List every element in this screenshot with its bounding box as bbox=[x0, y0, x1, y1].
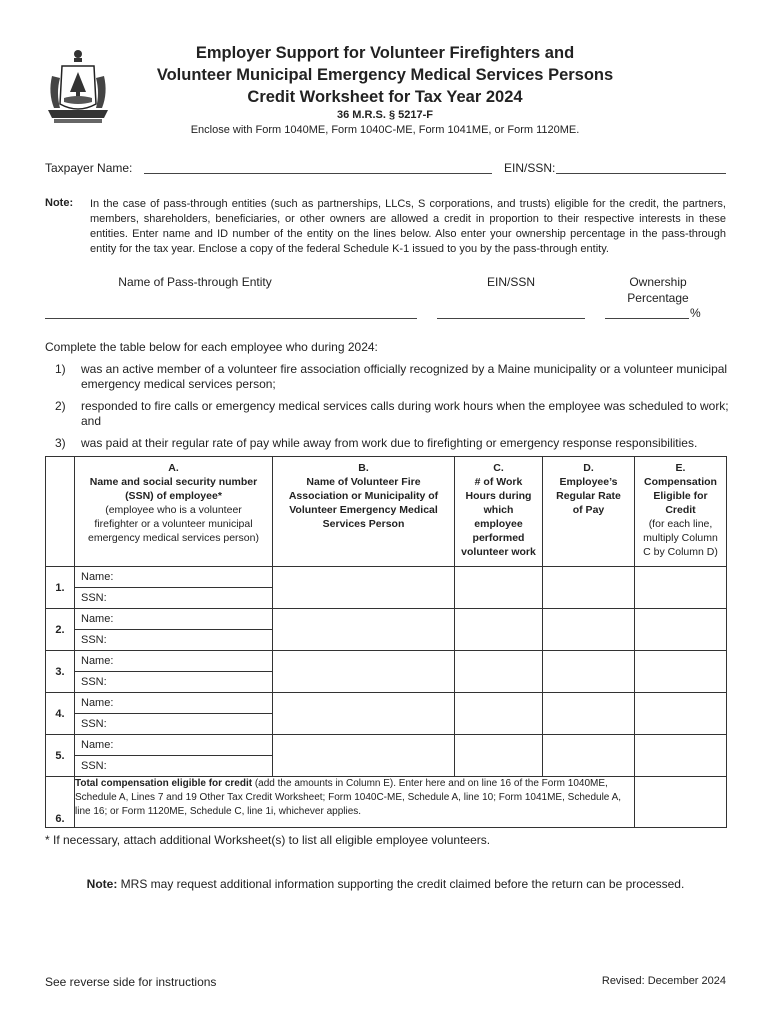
header-col-d bbox=[543, 457, 635, 567]
employee-name-field[interactable] bbox=[75, 735, 272, 756]
compensation-field[interactable] bbox=[635, 735, 727, 777]
criteria-number: 2) bbox=[55, 399, 66, 413]
compensation-field[interactable] bbox=[635, 609, 727, 651]
passthrough-ownership-field[interactable] bbox=[605, 306, 689, 319]
name-label: Name: bbox=[81, 697, 114, 709]
title-line-3: Credit Worksheet for Tax Year 2024 bbox=[247, 88, 523, 106]
header-col-b bbox=[273, 457, 455, 567]
row-number: 6. bbox=[46, 777, 75, 828]
employee-ssn-field[interactable] bbox=[75, 714, 272, 734]
rate-of-pay-field[interactable] bbox=[543, 567, 635, 609]
name-label: Name: bbox=[81, 655, 114, 667]
criteria-number: 3) bbox=[55, 436, 66, 450]
work-hours-field[interactable] bbox=[455, 567, 543, 609]
col-d-letter: D. bbox=[583, 462, 594, 474]
employee-cell bbox=[75, 693, 273, 735]
row-number: 3. bbox=[46, 651, 75, 693]
form-title bbox=[120, 42, 650, 108]
total-bold-label: Total compensation eligible for credit bbox=[75, 778, 253, 789]
name-label: Name: bbox=[81, 613, 114, 625]
association-field[interactable] bbox=[273, 735, 455, 777]
table-row bbox=[46, 651, 727, 693]
passthrough-ownership-header bbox=[598, 274, 718, 306]
association-field[interactable] bbox=[273, 651, 455, 693]
work-hours-field[interactable] bbox=[455, 693, 543, 735]
table-row bbox=[46, 609, 727, 651]
percent-sign: % bbox=[690, 306, 701, 320]
employee-name-field[interactable] bbox=[75, 651, 272, 672]
employee-cell bbox=[75, 609, 273, 651]
association-field[interactable] bbox=[273, 609, 455, 651]
header-col-e bbox=[635, 457, 727, 567]
col-e-subtitle: (for each line, multiply Column C by Column D) bbox=[643, 518, 718, 558]
taxpayer-name-label: Taxpayer Name: bbox=[45, 161, 133, 175]
processing-note bbox=[45, 877, 726, 891]
col-c-letter: C. bbox=[493, 462, 504, 474]
employee-ssn-field[interactable] bbox=[75, 756, 272, 776]
col-a-letter: A. bbox=[168, 462, 179, 474]
name-label: Name: bbox=[81, 739, 114, 751]
footer-revised: Revised: December 2024 bbox=[601, 975, 726, 987]
footer-instructions: See reverse side for instructions bbox=[45, 975, 217, 989]
employee-name-field[interactable] bbox=[75, 693, 272, 714]
col-b-title: Name of Volunteer Fire Association or Municipality of Volunteer Emergency Medical Services Person bbox=[288, 476, 439, 530]
employee-ssn-field[interactable] bbox=[75, 672, 272, 692]
criteria-number: 1) bbox=[55, 362, 66, 376]
col-e-letter: E. bbox=[675, 462, 686, 474]
total-instructions bbox=[75, 777, 635, 828]
row-number: 1. bbox=[46, 567, 75, 609]
ssn-label: SSN: bbox=[81, 676, 107, 688]
compensation-field[interactable] bbox=[635, 651, 727, 693]
ownership-header-line-1: Ownership bbox=[629, 275, 687, 289]
employee-credit-table bbox=[45, 456, 727, 828]
ssn-label: SSN: bbox=[81, 760, 107, 772]
employee-name-field[interactable] bbox=[75, 567, 272, 588]
ownership-header-line-2: Percentage bbox=[627, 291, 689, 305]
criteria-text: was an active member of a volunteer fire association officially recognized by a Maine municipality or a volunteer municipal emergency medical services person; bbox=[81, 362, 728, 391]
rate-of-pay-field[interactable] bbox=[543, 735, 635, 777]
association-field[interactable] bbox=[273, 567, 455, 609]
ssn-label: SSN: bbox=[81, 634, 107, 646]
enclose-instructions: Enclose with Form 1040ME, Form 1040C-ME, Form 1041ME, or Form 1120ME. bbox=[190, 124, 580, 136]
col-a-subtitle: (employee who is a volunteer firefighter or a volunteer municipal emergency medical services person) bbox=[88, 504, 259, 544]
employee-cell bbox=[75, 567, 273, 609]
work-hours-field[interactable] bbox=[455, 651, 543, 693]
processing-note-label: Note: bbox=[86, 877, 118, 891]
col-d-title: Employee’s Regular Rate of Pay bbox=[556, 476, 621, 516]
maine-state-seal-icon bbox=[44, 48, 112, 124]
row-number: 2. bbox=[46, 609, 75, 651]
statute-reference: 36 M.R.S. § 5217-F bbox=[337, 109, 433, 121]
passthrough-ein-field[interactable] bbox=[437, 306, 585, 319]
rate-of-pay-field[interactable] bbox=[543, 693, 635, 735]
table-row bbox=[46, 567, 727, 609]
employee-ssn-field[interactable] bbox=[75, 588, 272, 608]
employee-cell bbox=[75, 735, 273, 777]
row-number: 5. bbox=[46, 735, 75, 777]
total-row bbox=[46, 777, 727, 828]
passthrough-ein-header: EIN/SSN bbox=[486, 275, 535, 289]
title-line-1: Employer Support for Volunteer Firefighters and bbox=[195, 44, 575, 62]
ssn-label: SSN: bbox=[81, 592, 107, 604]
compensation-field[interactable] bbox=[635, 693, 727, 735]
note-text: In the case of pass-through entities (such as partnerships, LLCs, S corporations, and trusts) eligible for the credit, the partners, members, shareholders, beneficiaries, or other owners are allowed a credit in proportion to their respective interests in these entities. Enter name and ID number of the entity on the lines below. Also enter your ownership percentage in the pass-through entity for the tax year. Enclose a copy of the federal Schedule K-1 issued to you by the pass-through entity. bbox=[90, 198, 726, 255]
total-compensation-field[interactable] bbox=[635, 777, 727, 828]
col-a-title: Name and social security number (SSN) of employee* bbox=[89, 476, 258, 502]
criteria-text: responded to fire calls or emergency medical services calls during work hours when the employee was scheduled to work; and bbox=[81, 399, 729, 428]
header-col-c bbox=[455, 457, 543, 567]
work-hours-field[interactable] bbox=[455, 609, 543, 651]
employee-cell bbox=[75, 651, 273, 693]
col-e-title: Compensation Eligible for Credit bbox=[644, 476, 717, 516]
taxpayer-ein-label: EIN/SSN: bbox=[504, 161, 556, 175]
footnote: * If necessary, attach additional Worksheet(s) to list all eligible employee volunteers. bbox=[45, 833, 491, 847]
col-b-letter: B. bbox=[358, 462, 369, 474]
criteria-text: was paid at their regular rate of pay while away from work due to firefighting or emergency response responsibilities. bbox=[81, 436, 698, 450]
passthrough-name-field[interactable] bbox=[45, 306, 417, 319]
note-label: Note: bbox=[45, 197, 74, 209]
table-intro: Complete the table below for each employee who during 2024: bbox=[45, 340, 378, 354]
title-line-2: Volunteer Municipal Emergency Medical Services Persons bbox=[156, 66, 614, 84]
association-field[interactable] bbox=[273, 693, 455, 735]
col-c-title: # of Work Hours during which employee performed volunteer work bbox=[461, 476, 536, 558]
ssn-label: SSN: bbox=[81, 718, 107, 730]
rate-of-pay-field[interactable] bbox=[543, 651, 635, 693]
processing-note-text: MRS may request additional information supporting the credit claimed before the return can be processed. bbox=[117, 877, 685, 891]
row-number: 4. bbox=[46, 693, 75, 735]
header-blank bbox=[46, 457, 75, 567]
work-hours-field[interactable] bbox=[455, 735, 543, 777]
table-row bbox=[46, 735, 727, 777]
compensation-field[interactable] bbox=[635, 567, 727, 609]
table-header-row bbox=[46, 457, 727, 567]
header-col-a bbox=[75, 457, 273, 567]
table-row bbox=[46, 693, 727, 735]
rate-of-pay-field[interactable] bbox=[543, 609, 635, 651]
passthrough-name-header: Name of Pass-through Entity bbox=[118, 275, 272, 289]
name-label: Name: bbox=[81, 571, 114, 583]
total-text: (add the amounts in Column E). Enter here and on line 16 of the Form 1040ME, Schedule A, Lines 7 and 19 Other Tax Credit Worksheet; Form 1040C-ME, Schedule A, line 10; Form 1041ME, Schedule A, line 16; or Form 1120ME, Schedule C, line 1i, whichever applies. bbox=[75, 778, 622, 817]
employee-name-field[interactable] bbox=[75, 609, 272, 630]
employee-ssn-field[interactable] bbox=[75, 630, 272, 650]
taxpayer-ein-field[interactable] bbox=[556, 161, 726, 174]
taxpayer-name-field[interactable] bbox=[144, 161, 492, 174]
